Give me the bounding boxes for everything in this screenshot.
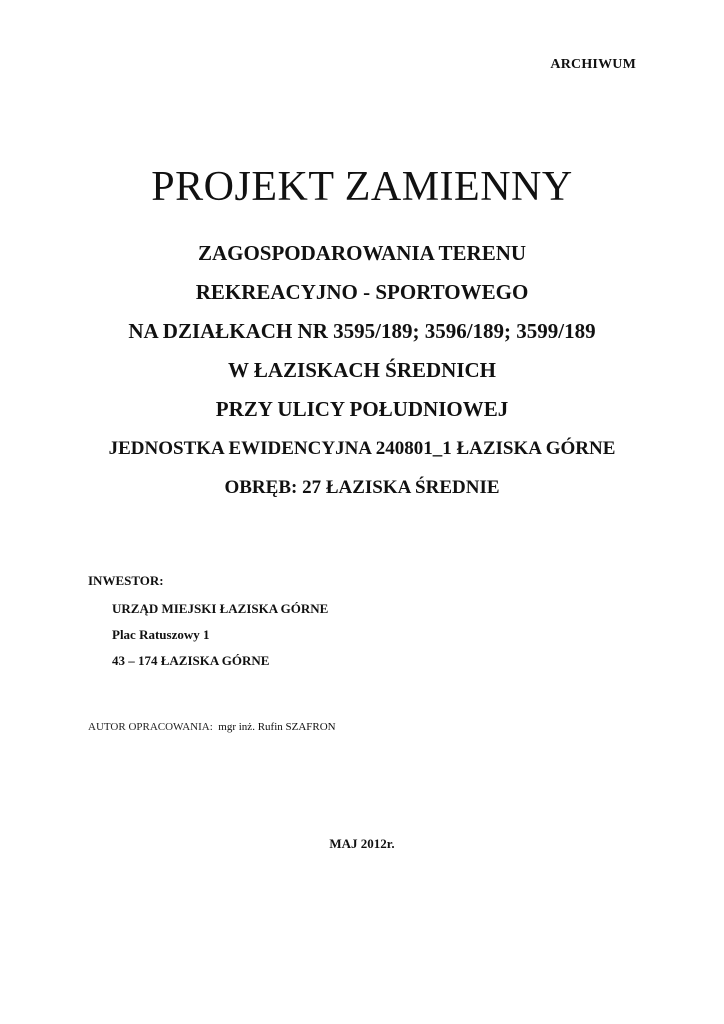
document-title: PROJEKT ZAMIENNY (151, 164, 573, 210)
subtitle-line: ZAGOSPODAROWANIA TERENU (197, 241, 527, 265)
subtitle-line: W ŁAZISKACH ŚREDNICH (227, 358, 496, 382)
subtitle-block (0, 234, 724, 507)
subtitle-line: PRZY ULICY POŁUDNIOWEJ (215, 397, 509, 421)
document-date: MAJ 2012r. (329, 836, 395, 851)
author-label: AUTOR OPRACOWANIA: (88, 721, 213, 733)
archive-label: ARCHIWUM (550, 57, 636, 72)
author-name: mgr inż. Rufin SZAFRON (218, 721, 336, 733)
investor-name: URZĄD MIEJSKI ŁAZISKA GÓRNE (112, 601, 329, 616)
investor-label: INWESTOR: (88, 573, 164, 588)
subtitle-line: REKREACYJNO - SPORTOWEGO (195, 280, 529, 304)
subtitle-line: JEDNOSTKA EWIDENCYJNA 240801_1 ŁAZISKA GÓRNE (108, 438, 616, 459)
investor-block (88, 573, 328, 674)
subtitle-line: NA DZIAŁKACH NR 3595/189; 3596/189; 3599/189 (128, 319, 596, 343)
subtitle-line: OBRĘB: 27 ŁAZISKA ŚREDNIE (224, 477, 500, 498)
investor-city: 43 – 174 ŁAZISKA GÓRNE (112, 653, 270, 668)
author-block (88, 721, 336, 733)
investor-street: Plac Ratuszowy 1 (112, 627, 210, 642)
